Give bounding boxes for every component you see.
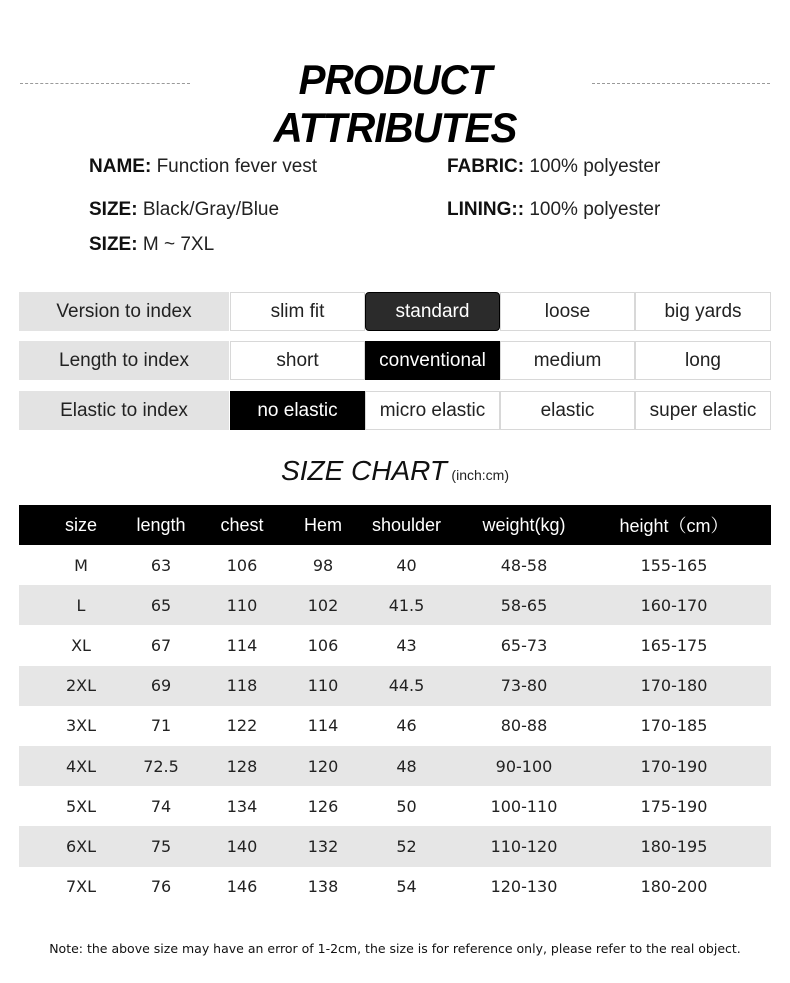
attr-fabric-label: FABRIC:	[447, 156, 525, 177]
page-header	[0, 48, 790, 151]
attr-lining	[447, 199, 660, 221]
index-option: micro elastic	[365, 391, 500, 430]
index-option: super elastic	[635, 391, 771, 430]
table-cell: 106	[307, 635, 339, 655]
size-table	[19, 505, 771, 907]
table-cell: 110	[226, 595, 258, 615]
table-row	[19, 746, 771, 786]
column-header: height（cm）	[619, 516, 729, 536]
table-cell: 48-58	[500, 555, 548, 575]
table-cell: 52	[396, 836, 417, 856]
table-cell: 106	[226, 555, 258, 575]
table-row	[19, 867, 771, 907]
index-label-length: Length to index	[19, 341, 229, 380]
table-cell: 175-190	[640, 796, 708, 816]
column-header: shoulder	[371, 514, 442, 535]
index-row-version	[19, 292, 771, 331]
index-option: loose	[500, 292, 635, 331]
table-cell: 44.5	[388, 676, 425, 696]
table-cell: 58-65	[500, 595, 548, 615]
index-label-version: Version to index	[19, 292, 229, 331]
index-option-selected: conventional	[365, 341, 500, 380]
attr-name	[89, 156, 317, 178]
table-cell: 50	[396, 796, 417, 816]
table-row	[19, 706, 771, 746]
attr-fabric	[447, 156, 660, 178]
attr-name-label: NAME:	[89, 156, 152, 177]
index-label-elastic: Elastic to index	[19, 391, 229, 430]
attr-fabric-value: 100% polyester	[529, 156, 661, 177]
table-cell: 4XL	[65, 756, 97, 776]
size-table-header	[19, 505, 771, 545]
table-cell: 126	[307, 796, 339, 816]
page-title: PRODUCT ATTRIBUTES	[273, 56, 517, 151]
index-option: elastic	[500, 391, 635, 430]
table-cell: 46	[396, 716, 417, 736]
index-option: medium	[500, 341, 635, 380]
attr-size2-label: SIZE:	[89, 234, 138, 255]
index-option: slim fit	[230, 292, 365, 331]
table-row	[19, 826, 771, 866]
table-cell: 100-110	[490, 796, 558, 816]
table-cell: 120-130	[490, 877, 558, 897]
column-header: size	[64, 514, 97, 535]
table-cell: 160-170	[640, 595, 708, 615]
table-cell: 80-88	[500, 716, 548, 736]
table-cell: 2XL	[65, 676, 97, 696]
table-cell: 180-195	[640, 836, 708, 856]
column-header: length	[136, 514, 186, 535]
table-cell: 7XL	[65, 877, 97, 897]
table-cell: 110	[307, 676, 339, 696]
table-cell: 71	[150, 716, 172, 736]
attr-size-range	[89, 234, 214, 256]
table-cell: 140	[226, 836, 258, 856]
table-cell: 72.5	[143, 756, 179, 776]
index-option: short	[230, 341, 365, 380]
table-cell: 118	[226, 676, 258, 696]
size-chart-title-text: SIZE CHART	[281, 455, 447, 486]
index-row-length	[19, 341, 771, 380]
size-chart-unit: (inch:cm)	[451, 467, 509, 483]
table-cell: 155-165	[640, 555, 708, 575]
index-option: big yards	[635, 292, 771, 331]
table-cell: 65	[150, 595, 172, 615]
table-row	[19, 585, 771, 625]
header-rule-right	[592, 83, 770, 84]
attr-name-value: Function fever vest	[156, 156, 318, 177]
table-cell: 5XL	[65, 796, 97, 816]
table-cell: 90-100	[495, 756, 553, 776]
table-cell: XL	[71, 635, 91, 655]
table-cell: 65-73	[500, 635, 548, 655]
table-row	[19, 545, 771, 585]
table-cell: 146	[226, 877, 258, 897]
table-cell: 180-200	[640, 877, 708, 897]
table-cell: 134	[226, 796, 258, 816]
attr-lining-label: LINING::	[447, 199, 525, 220]
table-cell: 114	[226, 635, 258, 655]
table-cell: 170-185	[640, 716, 708, 736]
table-cell: 48	[396, 756, 417, 776]
table-cell: 170-190	[640, 756, 708, 776]
table-row	[19, 666, 771, 706]
table-cell: 40	[396, 555, 417, 575]
attr-size-label: SIZE:	[89, 199, 138, 220]
table-cell: 76	[150, 877, 172, 897]
attr-size-value: Black/Gray/Blue	[142, 199, 280, 220]
table-cell: 75	[150, 836, 172, 856]
table-cell: 122	[226, 716, 258, 736]
size-chart-title	[0, 455, 790, 487]
table-row	[19, 625, 771, 665]
table-cell: 114	[307, 716, 339, 736]
table-cell: 67	[150, 635, 172, 655]
index-option: long	[635, 341, 771, 380]
table-cell: 132	[307, 836, 339, 856]
table-cell: 43	[396, 635, 417, 655]
index-row-elastic	[19, 391, 771, 430]
table-cell: 165-175	[640, 635, 708, 655]
table-cell: L	[76, 595, 86, 615]
table-cell: 98	[312, 555, 334, 575]
index-option-selected: no elastic	[230, 391, 365, 430]
table-cell: 6XL	[65, 836, 97, 856]
table-cell: M	[74, 555, 88, 575]
attr-size-color	[89, 199, 279, 221]
table-cell: 120	[307, 756, 339, 776]
column-header: weight(kg)	[482, 514, 566, 535]
table-cell: 41.5	[388, 595, 425, 615]
table-cell: 63	[150, 555, 172, 575]
table-row	[19, 786, 771, 826]
attr-size2-value: M ~ 7XL	[142, 234, 215, 255]
table-cell: 69	[150, 676, 172, 696]
table-cell: 170-180	[640, 676, 708, 696]
table-cell: 73-80	[500, 676, 548, 696]
attr-lining-value: 100% polyester	[529, 199, 661, 220]
table-cell: 102	[307, 595, 339, 615]
disclaimer-note: Note: the above size may have an error of 1-2cm, the size is for reference only, please refer to the real object.	[49, 941, 741, 956]
column-header: Hem	[303, 514, 342, 535]
index-option-selected: standard	[365, 292, 500, 331]
table-cell: 138	[307, 877, 339, 897]
table-cell: 128	[226, 756, 258, 776]
table-cell: 74	[150, 796, 172, 816]
header-rule-left	[20, 83, 190, 84]
table-cell: 110-120	[490, 836, 558, 856]
table-cell: 3XL	[65, 716, 97, 736]
column-header: chest	[220, 514, 264, 535]
table-cell: 54	[396, 877, 417, 897]
